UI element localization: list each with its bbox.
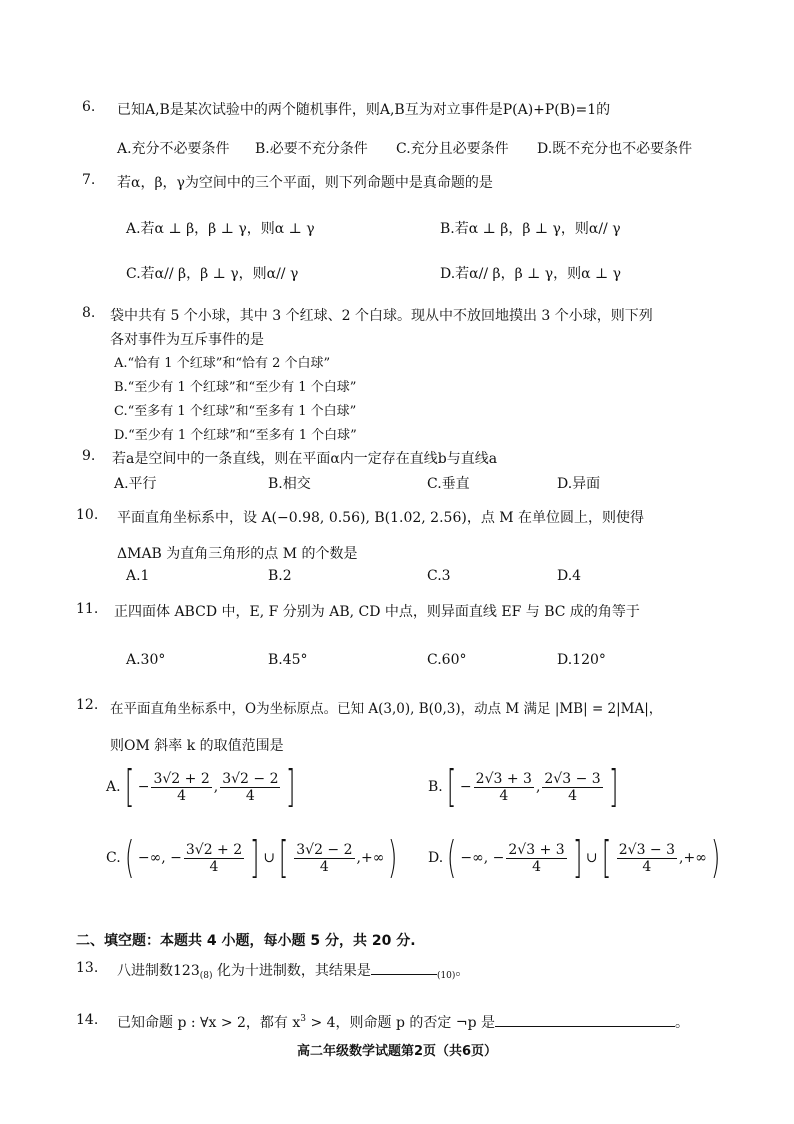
q6-option-a: A.充分不必要条件 xyxy=(117,141,230,157)
q12-a-frac1-num: 3√2 + 2 xyxy=(153,770,210,787)
q12-option-b: B.[ − $\frac{2√3 + 3}{4}$ , $\frac{2√3 - 3}{4}$ ] xyxy=(428,761,618,812)
q12-a-frac2 xyxy=(220,771,280,804)
q12-d-frac1-den: 4 xyxy=(532,858,541,875)
q12-number: 12. xyxy=(76,697,99,713)
q9-option-d: D.异面 xyxy=(557,476,601,492)
q12-c-neg-inf: −∞, − xyxy=(137,850,182,866)
q12-c-frac1-den: 4 xyxy=(209,858,219,875)
q12-c-frac2 xyxy=(294,842,354,875)
q14-text-end: 。 xyxy=(675,1015,689,1031)
q12-a-frac1-den: 4 xyxy=(177,787,187,804)
q9-option-b: B.相交 xyxy=(268,476,311,492)
q7-option-c: C.若α// β，β ⊥ γ，则α// γ xyxy=(126,266,299,282)
q12-c-union: ∪ xyxy=(263,850,276,866)
q13-text-mid: 化为十进制数，其结果是 xyxy=(212,963,371,979)
q11-option-c: C.60° xyxy=(427,652,467,668)
q10-option-d: D.4 xyxy=(557,568,582,584)
q11-option-d: D.120° xyxy=(557,652,606,668)
q14-text-pre: 已知命题 p : ∀x > 2，都有 x xyxy=(117,1015,301,1031)
q13-subscript-8: (8) xyxy=(199,971,213,981)
q12-b-minus: − xyxy=(459,779,472,795)
q12-c-frac2-num: 3√2 − 2 xyxy=(296,841,353,858)
q13-number: 13. xyxy=(76,960,99,976)
q10-stem-line2: ΔMAB 为直角三角形的点 M 的个数是 xyxy=(117,546,358,562)
q12-b-frac1-num: 2√3 + 3 xyxy=(475,770,532,787)
q12-c-frac1 xyxy=(184,842,244,875)
q8-stem-line1: 袋中共有 5 个小球，其中 3 个红球、2 个白球。现从中不放回地摸出 3 个小球，则下列 xyxy=(110,308,653,324)
q7-stem: 若α，β，γ为空间中的三个平面，则下列命题中是真命题的是 xyxy=(117,175,493,191)
q10-stem-line1: 平面直角坐标系中，设 A(−0.98, 0.56), B(1.02, 2.56)，点 M 在单位圆上，则使得 xyxy=(117,510,645,526)
q8-stem-line2: 各对事件为互斥事件的是 xyxy=(110,332,264,348)
q9-number: 9. xyxy=(82,448,96,464)
q6-option-c: C.充分且必要条件 xyxy=(396,141,509,157)
q12-a-comma: , xyxy=(213,779,219,795)
q12-option-b-label: B. xyxy=(428,779,443,795)
q8-option-b: B.“至少有 1 个红球”和“至少有 1 个白球” xyxy=(114,380,357,395)
q12-c-frac1-num: 3√2 + 2 xyxy=(185,841,243,858)
q12-a-frac2-den: 4 xyxy=(245,787,255,804)
q12-d-frac1-num: 2√3 + 3 xyxy=(508,841,565,858)
q7-option-b: B.若α ⊥ β，β ⊥ γ，则α// γ xyxy=(440,221,621,237)
q12-option-c-label: C. xyxy=(106,850,121,866)
q12-b-comma: , xyxy=(535,779,541,795)
q12-option-a: A.[ − $\frac{3√2 + 2}{4}$ , $\frac{3√2 - 2}{4}$ ] xyxy=(106,761,296,812)
q12-b-frac2-num: 2√3 − 3 xyxy=(544,770,601,787)
q7-option-d: D.若α// β，β ⊥ γ，则α ⊥ γ xyxy=(440,266,622,282)
section-2-heading: 二、填空题：本题共 4 小题，每小题 5 分，共 20 分. xyxy=(76,933,416,949)
q12-option-d-label: D. xyxy=(428,850,444,866)
q9-option-c: C.垂直 xyxy=(427,476,470,492)
q12-b-frac1 xyxy=(474,771,534,804)
q12-option-c: C.( −∞, − $\frac{3√2 + 2}{4}$ ] ∪[ $\frac{3√2 - 2}{4}$ ,+∞) xyxy=(106,832,398,883)
q11-option-a: A.30° xyxy=(126,652,166,668)
q12-option-a-label: A. xyxy=(106,779,121,795)
q14-answer-blank[interactable] xyxy=(495,1026,675,1027)
q12-d-union: ∪ xyxy=(585,850,598,866)
q12-d-frac2-den: 4 xyxy=(642,858,652,875)
q7-option-a: A.若α ⊥ β，β ⊥ γ，则α ⊥ γ xyxy=(126,221,315,237)
q12-a-frac2-num: 3√2 − 2 xyxy=(222,770,279,787)
q8-option-c: C.“至多有 1 个红球”和“至多有 1 个白球” xyxy=(114,404,357,419)
q10-option-b: B.2 xyxy=(268,568,292,584)
q11-number: 11. xyxy=(76,601,99,617)
q12-a-frac1 xyxy=(151,771,211,804)
q6-stem: 已知A,B是某次试验中的两个随机事件，则A,B互为对立事件是P(A)+P(B)=1的 xyxy=(117,102,611,118)
q7-number: 7. xyxy=(82,172,96,188)
q12-option-d: D.( −∞, − $\frac{2√3 + 3}{4}$ ] ∪[ $\frac{2√3 - 3}{4}$ ,+∞) xyxy=(428,832,721,883)
q12-d-frac2 xyxy=(617,842,677,875)
q13-base-number: 123 xyxy=(173,963,200,979)
q13-text-end: 。 xyxy=(455,963,470,979)
q9-option-a: A.平行 xyxy=(114,476,157,492)
q12-d-frac2-num: 2√3 − 3 xyxy=(618,841,676,858)
q12-b-frac1-den: 4 xyxy=(499,787,509,804)
q13-answer-blank[interactable] xyxy=(371,974,437,975)
q8-option-a: A.“恰有 1 个红球”和“恰有 2 个白球” xyxy=(114,356,331,371)
q10-option-c: C.3 xyxy=(427,568,451,584)
q10-number: 10. xyxy=(76,507,99,523)
page-footer: 高二年级数学试题第2页（共6页） xyxy=(296,1044,498,1059)
q11-stem: 正四面体 ABCD 中，E, F 分别为 AB, CD 中点，则异面直线 EF 与 BC 成的角等于 xyxy=(114,604,640,620)
q13-subscript-10: (10) xyxy=(436,971,456,981)
q13-stem xyxy=(117,960,469,981)
q10-option-a: A.1 xyxy=(126,568,150,584)
q12-stem-line1: 在平面直角坐标系中，O为坐标原点。已知 A(3,0), B(0,3)，动点 M 满足 |MB| = 2|MA|， xyxy=(110,701,663,717)
q6-option-b: B.必要不充分条件 xyxy=(255,141,368,157)
q12-c-pos-inf: ,+∞ xyxy=(356,850,385,866)
q13-text-pre: 八进制数 xyxy=(117,963,173,979)
q14-exponent: 3 xyxy=(300,1014,306,1024)
q12-b-frac2-den: 4 xyxy=(568,787,577,804)
q12-b-frac2 xyxy=(542,771,602,804)
q12-stem-line2: 则OM 斜率 k 的取值范围是 xyxy=(110,738,284,754)
q12-d-neg-inf: −∞, − xyxy=(460,850,505,866)
q14-text-post: > 4，则命题 p 的否定 ¬p 是 xyxy=(306,1015,495,1031)
q12-d-frac1 xyxy=(506,842,566,875)
q12-a-minus: − xyxy=(137,779,150,795)
q14-stem xyxy=(117,1012,689,1032)
q6-number: 6. xyxy=(82,99,96,115)
q12-d-pos-inf: ,+∞ xyxy=(679,850,707,866)
q6-option-d: D.既不充分也不必要条件 xyxy=(537,141,693,157)
q9-stem: 若a是空间中的一条直线，则在平面α内一定存在直线b与直线a xyxy=(112,451,498,467)
q12-c-frac2-den: 4 xyxy=(319,858,329,875)
q8-number: 8. xyxy=(82,305,96,321)
q11-option-b: B.45° xyxy=(268,652,308,668)
q8-option-d: D.“至少有 1 个红球”和“至多有 1 个白球” xyxy=(114,428,357,443)
q14-number: 14. xyxy=(76,1012,99,1028)
